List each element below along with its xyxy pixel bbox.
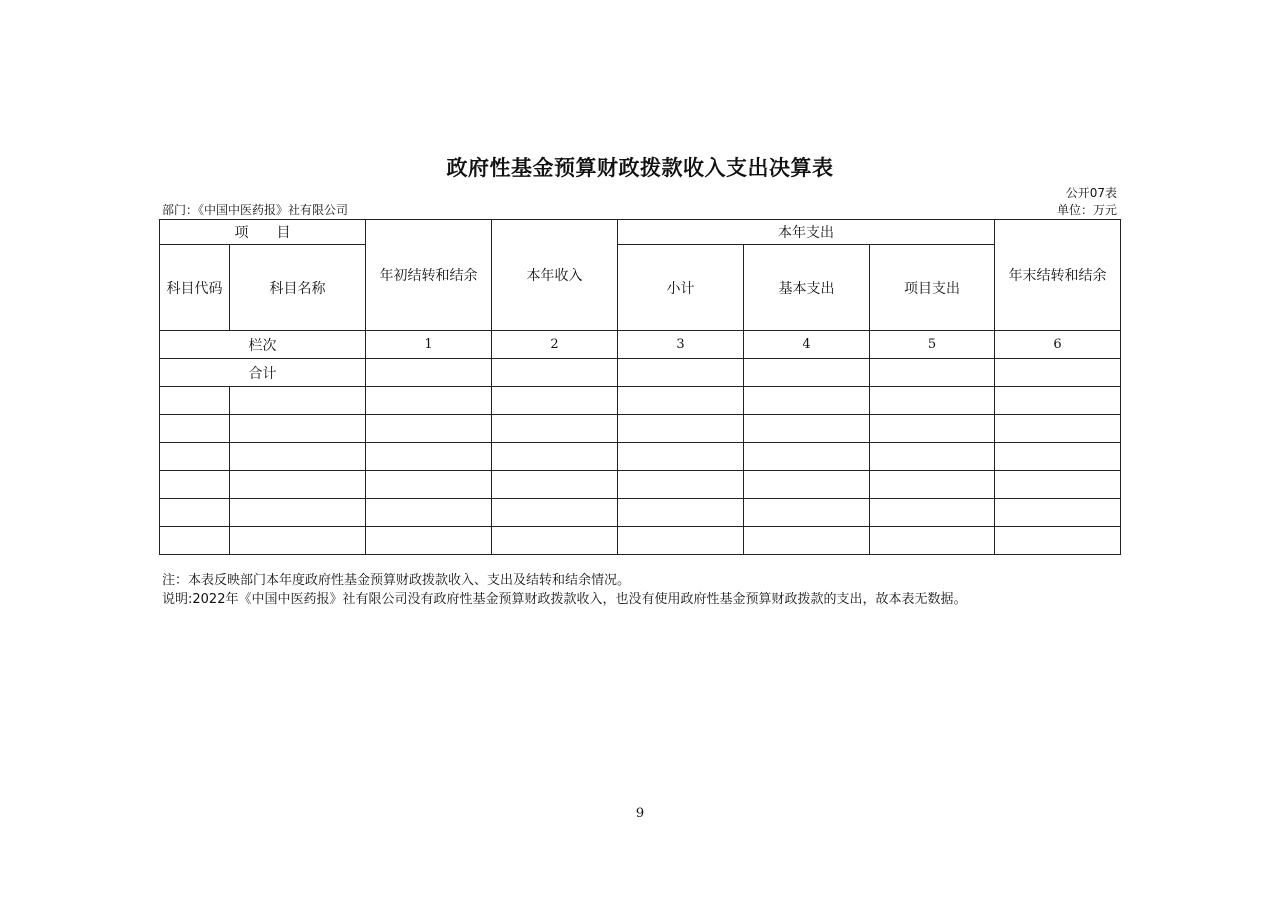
table-cell: [230, 471, 366, 499]
column-number-row: [160, 331, 1121, 359]
table-row: [160, 527, 1121, 555]
table-cell: [995, 387, 1121, 415]
table-cell: [492, 387, 618, 415]
unit-label: 单位：万元: [1056, 203, 1117, 217]
column-number: 1: [366, 331, 492, 359]
header-end-balance: 年末结转和结余: [995, 220, 1121, 331]
column-number: 4: [744, 331, 870, 359]
table-cell: [230, 415, 366, 443]
table-cell: [366, 387, 492, 415]
table-cell: [366, 415, 492, 443]
table-row: [160, 499, 1121, 527]
table-cell: [870, 443, 995, 471]
table-row: [160, 387, 1121, 415]
header-begin-balance: 年初结转和结余: [366, 220, 492, 331]
header-project: 项目支出: [870, 245, 995, 331]
table-cell: [744, 359, 870, 387]
table-cell: [870, 359, 995, 387]
table-cell: [230, 387, 366, 415]
table-cell: [744, 471, 870, 499]
table-cell: [618, 499, 744, 527]
table-cell: [618, 471, 744, 499]
column-row-label: 栏次: [160, 331, 366, 359]
table-cell: [744, 387, 870, 415]
table-cell: [366, 359, 492, 387]
table-cell: [995, 443, 1121, 471]
table-cell: [744, 443, 870, 471]
table-cell: [618, 387, 744, 415]
form-code: 公开07表: [1065, 186, 1117, 200]
table-cell: [618, 527, 744, 555]
table-row: [160, 415, 1121, 443]
header-item: 项 目: [160, 220, 366, 245]
table-row: [160, 443, 1121, 471]
table-cell: [160, 387, 230, 415]
table-cell: [744, 415, 870, 443]
table-cell: [995, 499, 1121, 527]
header-income: 本年收入: [492, 220, 618, 331]
table-cell: [492, 471, 618, 499]
table-cell: [744, 499, 870, 527]
table-cell: [618, 443, 744, 471]
table-cell: [230, 443, 366, 471]
table-cell: [492, 527, 618, 555]
header-expenditure: 本年支出: [618, 220, 995, 245]
table-cell: [492, 499, 618, 527]
column-number: 3: [618, 331, 744, 359]
header-name: 科目名称: [230, 245, 366, 331]
table-row: [160, 471, 1121, 499]
table-cell: [366, 443, 492, 471]
budget-table: [159, 219, 1121, 555]
table-cell: [492, 415, 618, 443]
header-row-2: [160, 245, 1121, 331]
page-number: 9: [635, 806, 645, 821]
table-cell: [160, 415, 230, 443]
table-cell: [618, 415, 744, 443]
table-cell: [366, 527, 492, 555]
header-code: 科目代码: [160, 245, 230, 331]
table-cell: [492, 443, 618, 471]
table-note: 注：本表反映部门本年度政府性基金预算财政拨款收入、支出及结转和结余情况。: [162, 573, 631, 588]
table-cell: [160, 443, 230, 471]
column-number: 2: [492, 331, 618, 359]
table-cell: [230, 499, 366, 527]
table-cell: [870, 471, 995, 499]
table-cell: [995, 359, 1121, 387]
column-number: 5: [870, 331, 995, 359]
table-cell: [995, 471, 1121, 499]
table-cell: [492, 359, 618, 387]
report-title: 政府性基金预算财政拨款收入支出决算表: [446, 155, 834, 180]
table-cell: [870, 527, 995, 555]
table-cell: [366, 471, 492, 499]
total-label: 合计: [160, 359, 366, 387]
header-subtotal: 小计: [618, 245, 744, 331]
table-cell: [618, 359, 744, 387]
table-cell: [870, 499, 995, 527]
table-cell: [366, 499, 492, 527]
table-cell: [160, 471, 230, 499]
header-basic: 基本支出: [744, 245, 870, 331]
table-cell: [160, 527, 230, 555]
total-row: [160, 359, 1121, 387]
table-cell: [160, 499, 230, 527]
department-label: 部门：《中国中医药报》社有限公司: [162, 203, 349, 217]
header-row-1: [160, 220, 1121, 245]
column-number: 6: [995, 331, 1121, 359]
table-cell: [870, 387, 995, 415]
table-cell: [744, 527, 870, 555]
table-cell: [870, 415, 995, 443]
table-explanation: 说明:2022年《中国中医药报》社有限公司没有政府性基金预算财政拨款收入，也没有使用政府性基金预算财政拨款的支出，故本表无数据。: [162, 592, 967, 607]
table-cell: [995, 415, 1121, 443]
table-cell: [230, 527, 366, 555]
table-cell: [995, 527, 1121, 555]
